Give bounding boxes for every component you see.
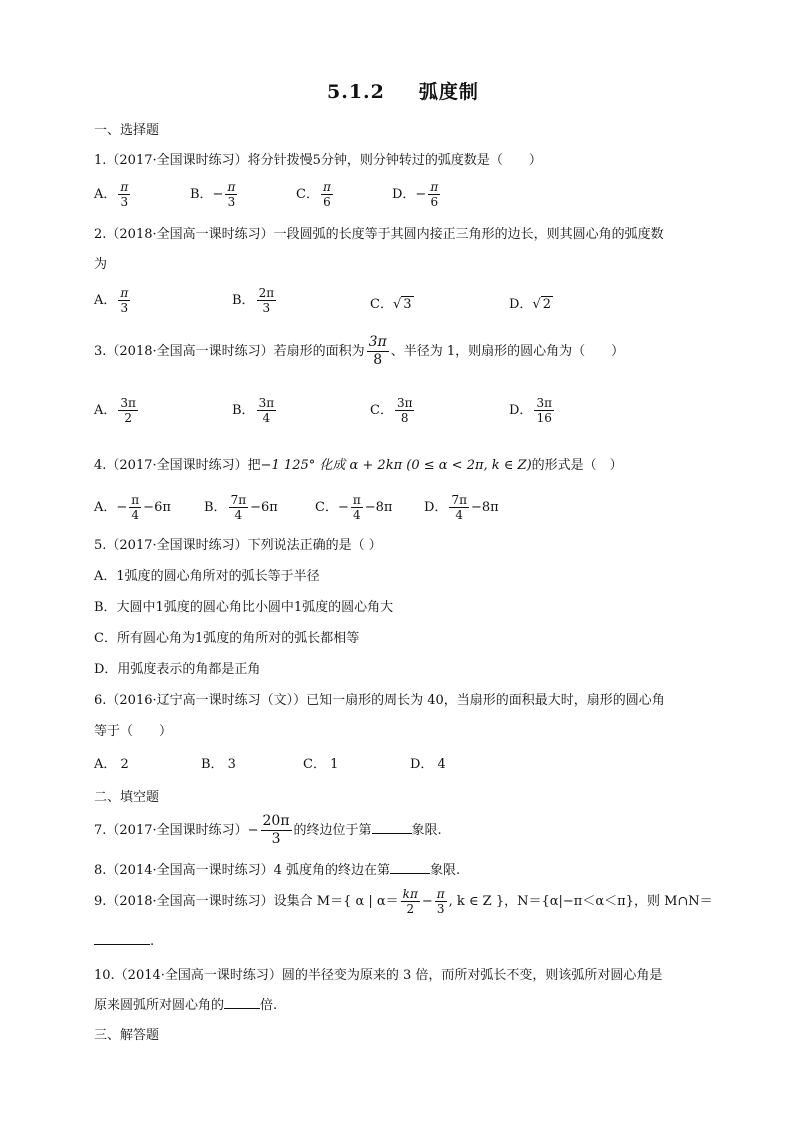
- question-10-answer-blank[interactable]: [224, 1008, 260, 1009]
- question-3-option-a: A． $\frac{3\pi}{2}$: [94, 396, 136, 425]
- question-5-option-a: A．1弧度的圆心角所对的弧长等于半径: [94, 569, 320, 584]
- title-name: 弧度制: [418, 81, 479, 103]
- question-4-text: 4.（2017·全国课时练习）把−1 125° 化成 α + 2kπ (0 ≤ α < 2π, k ∈ Z)的形式是（ ）: [94, 458, 623, 473]
- question-9-answer-blank[interactable]: [94, 944, 150, 945]
- question-6-option-c: C． 1: [303, 757, 339, 772]
- question-7-text: 7.（2017·全国课时练习）− $\frac{20\pi}{3}$ 的终边位于第 象限.: [94, 813, 442, 847]
- title-number: 5.1.2: [327, 81, 385, 103]
- question-2-option-a: A． $\frac{\pi}{3}$: [94, 286, 129, 315]
- section-heading-choice: 一、选择题: [94, 123, 160, 138]
- question-10-text-line1: 10.（2014·全国高一课时练习）圆的半径变为原来的 3 倍，而所对弧长不变，则该弧所对圆心角是: [94, 968, 663, 983]
- question-2-option-d: D．√ 2: [509, 297, 552, 312]
- question-2-text-line2: 为: [94, 257, 108, 272]
- question-1-option-d: D．− $\frac{\pi}{6}$: [392, 180, 439, 209]
- question-3-option-d: D． $\frac{3\pi}{16}$: [509, 396, 552, 425]
- question-3-text: 3.（2018·全国高一课时练习）若扇形的面积为 $\frac{3\pi}{8}$ 、半径为 1，则扇形的圆心角为（ ）: [94, 334, 625, 368]
- question-6-text-line2: 等于（ ）: [94, 724, 173, 739]
- section-heading-fill: 二、填空题: [94, 790, 160, 805]
- question-5-option-d: D．用弧度表示的角都是正角: [94, 662, 261, 677]
- question-4-option-a: A．− $\frac{\pi}{4}$ −6π: [94, 493, 171, 522]
- question-4-option-d: D． $\frac{7\pi}{4}$ −8π: [424, 493, 499, 522]
- question-6-option-b: B． 3: [201, 757, 236, 772]
- question-1-option-b: B．− $\frac{\pi}{3}$: [190, 180, 236, 209]
- question-7-answer-blank[interactable]: [372, 833, 412, 834]
- question-6-option-a: A． 2: [94, 757, 129, 772]
- question-1-text: 1.（2017·全国课时练习）将分针拨慢5分钟，则分钟转过的弧度数是（ ）: [94, 153, 542, 168]
- question-5-option-b: B．大圆中1弧度的圆心角比小圆中1弧度的圆心角大: [94, 600, 394, 615]
- question-4-option-b: B． $\frac{7\pi}{4}$ −6π: [204, 493, 278, 522]
- question-4-option-c: C．− $\frac{\pi}{4}$ −8π: [315, 493, 393, 522]
- question-2-option-c: C．√ 3: [370, 297, 412, 312]
- question-5-option-c: C．所有圆心角为1弧度的角所对的弧长都相等: [94, 631, 360, 646]
- question-6-option-d: D． 4: [410, 757, 446, 772]
- question-3-option-c: C． $\frac{3\pi}{8}$: [370, 396, 413, 425]
- question-10-text-line2: 原来圆弧所对圆心角的 倍.: [94, 998, 278, 1013]
- question-5-text: 5.（2017·全国课时练习）下列说法正确的是（ ）: [94, 538, 382, 553]
- question-1-option-c: C． $\frac{\pi}{6}$: [296, 180, 331, 209]
- question-9-text: 9.（2018·全国高一课时练习）设集合 M＝{ α | α＝ $\frac{k\pi}{2}$ − $\frac{\pi}{3}$ , k ∈ Z }，N＝{α|−π＜α＜π}，则 M∩N＝: [94, 887, 713, 916]
- question-6-text-line1: 6.（2016·辽宁高一课时练习（文））已知一扇形的周长为 40，当扇形的面积最大时，扇形的圆心角: [94, 693, 665, 708]
- section-heading-solve: 三、解答题: [94, 1028, 160, 1043]
- question-3-option-b: B． $\frac{3\pi}{4}$: [232, 396, 275, 425]
- question-8-answer-blank[interactable]: [390, 873, 430, 874]
- page-title: [327, 82, 479, 102]
- question-2-option-b: B． $\frac{2\pi}{3}$: [232, 286, 275, 315]
- question-9-answer-line: .: [94, 932, 154, 952]
- question-2-text-line1: 2.（2018·全国高一课时练习）一段圆弧的长度等于其圆内接正三角形的边长，则其圆心角的弧度数: [94, 227, 664, 242]
- question-4-expression: −1 125° 化成 α + 2kπ (0 ≤ α < 2π, k ∈ Z): [260, 458, 532, 473]
- question-1-option-a: A． $\frac{\pi}{3}$: [94, 180, 129, 209]
- question-8-text: 8.（2014·全国高一课时练习）4 弧度角的终边在第 象限.: [94, 863, 461, 878]
